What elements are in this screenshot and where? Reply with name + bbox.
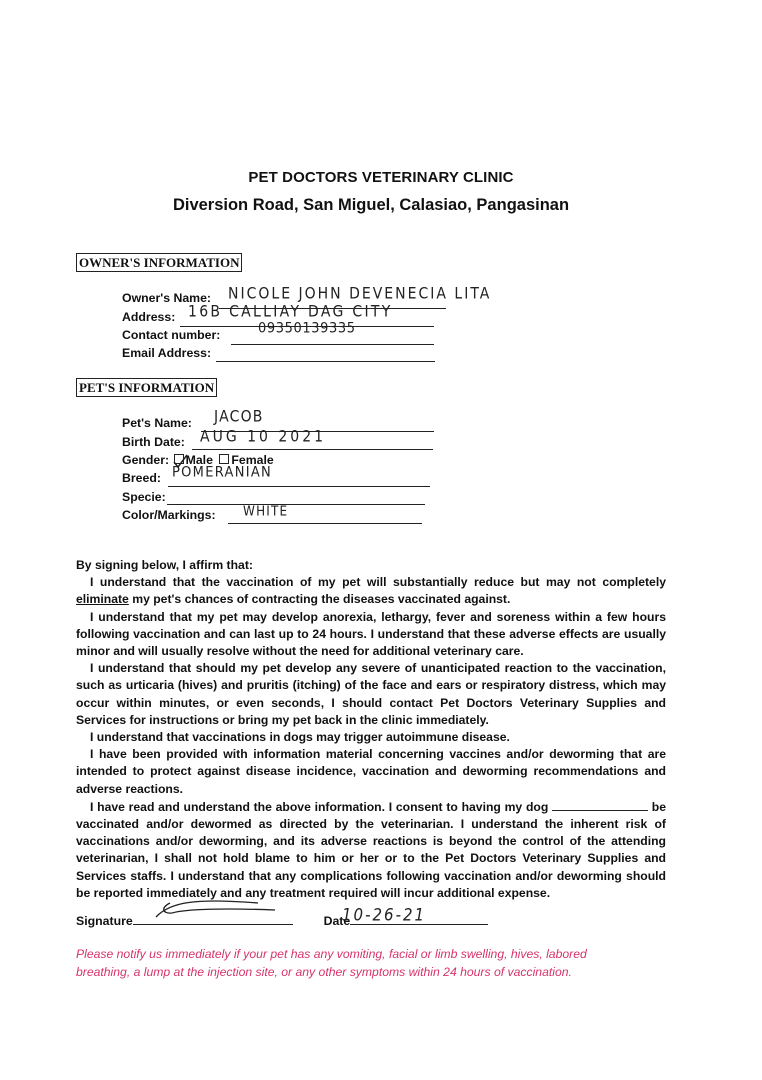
consent-paragraph-6-text-b: be vaccinated and/or dewormed as directed by the veterinarian. I understand the inherent risk of vaccinations and/or deworming, and its adverse reactions is beyond the control of the attending veterinarian, I shall not hold blame to him or her or to the Pet Doctors Veterinary Supplies and Services staffs. I understand that any complications following vaccination and/or deworming should be reported immediately and any treatment required will incur additional expense. <box>76 799 667 900</box>
consent-paragraph-5: I have been provided with information material concerning vaccines and/or deworming that are intended to protect against disease incidence, vaccination and deworming recommendations and adverse reactions. <box>76 747 666 796</box>
signature-label: Signature <box>76 914 133 928</box>
owner-name-value: NICOLE JOHN DEVENECIA LITA <box>228 285 492 303</box>
pet-color-label: Color/Markings: <box>122 508 216 522</box>
pet-color-value: WHITE <box>243 503 289 519</box>
signature-scribble <box>156 901 275 917</box>
owner-address-value: 16B CALLIAY DAG CITY <box>188 303 393 321</box>
pet-name-value: JACOB <box>214 408 264 426</box>
date-value: 10-26-21 <box>342 904 427 925</box>
consent-intro: By signing below, I affirm that: <box>76 558 253 572</box>
consent-paragraph-1-text-b: my pet's chances of contracting the diseases vaccinated against. <box>128 592 511 607</box>
consent-paragraph-1-underlined: eliminate <box>76 592 129 607</box>
vaccination-notice: Please notify us immediately if your pet has any vomiting, facial or limb swelling, hives, labored breathing, a lump at the injection site, or any other symptoms within 24 hours of vaccination. <box>76 947 587 979</box>
owner-name-label: Owner's Name: <box>122 291 212 305</box>
pet-name-label: Pet's Name: <box>122 416 192 430</box>
owner-email-label: Email Address: <box>122 346 212 360</box>
checkmark-icon <box>174 455 187 467</box>
owner-address-label: Address: <box>122 310 176 324</box>
consent-paragraph-1-text-a: I understand that the vaccination of my pet will substantially reduce but may not completely <box>90 575 666 590</box>
pet-specie-label: Specie: <box>122 490 166 504</box>
pet-gender-label: Gender: <box>122 453 170 467</box>
owner-contact-label: Contact number: <box>122 328 221 342</box>
owner-section-title: OWNER'S INFORMATION <box>76 253 242 272</box>
pet-birth-label: Birth Date: <box>122 435 185 449</box>
consent-paragraph-4: I understand that vaccinations in dogs may trigger autoimmune disease. <box>90 730 510 745</box>
gender-female-label: Female <box>231 453 274 467</box>
clinic-name: PET DOCTORS VETERINARY CLINIC <box>248 169 514 186</box>
gender-male-label: Male <box>185 453 213 467</box>
pet-birth-value: AUG 10 2021 <box>200 428 327 446</box>
clinic-address: Diversion Road, San Miguel, Calasiao, Pangasinan <box>172 196 570 214</box>
pet-breed-value: POMERANIAN <box>172 464 273 481</box>
consent-paragraph-2: I understand that my pet may develop anorexia, lethargy, fever and soreness within a few hours following vaccination and can last up to 24 hours. I understand that these adverse effects are usually minor and will usually resolve without the need for additional veterinary care. <box>76 609 666 659</box>
pet-breed-label: Breed: <box>122 471 161 485</box>
pet-section-title: PET'S INFORMATION <box>76 378 217 397</box>
consent-paragraph-6-text-a: I have read and understand the above information. I consent to having my dog <box>90 799 549 814</box>
owner-contact-value: 09350139335 <box>258 320 356 337</box>
date-label: Date <box>323 914 351 928</box>
consent-paragraph-3: I understand that should my pet develop any severe of unanticipated reaction to the vaccination, such as urticaria (hives) and pruritis (itching) of the face and ears or respiratory distress, which may occur within minutes, or even seconds, I should contact Pet Doctors Veterinary Supplies and Services for instructions or bring my pet back in the clinic immediately. <box>76 661 666 727</box>
